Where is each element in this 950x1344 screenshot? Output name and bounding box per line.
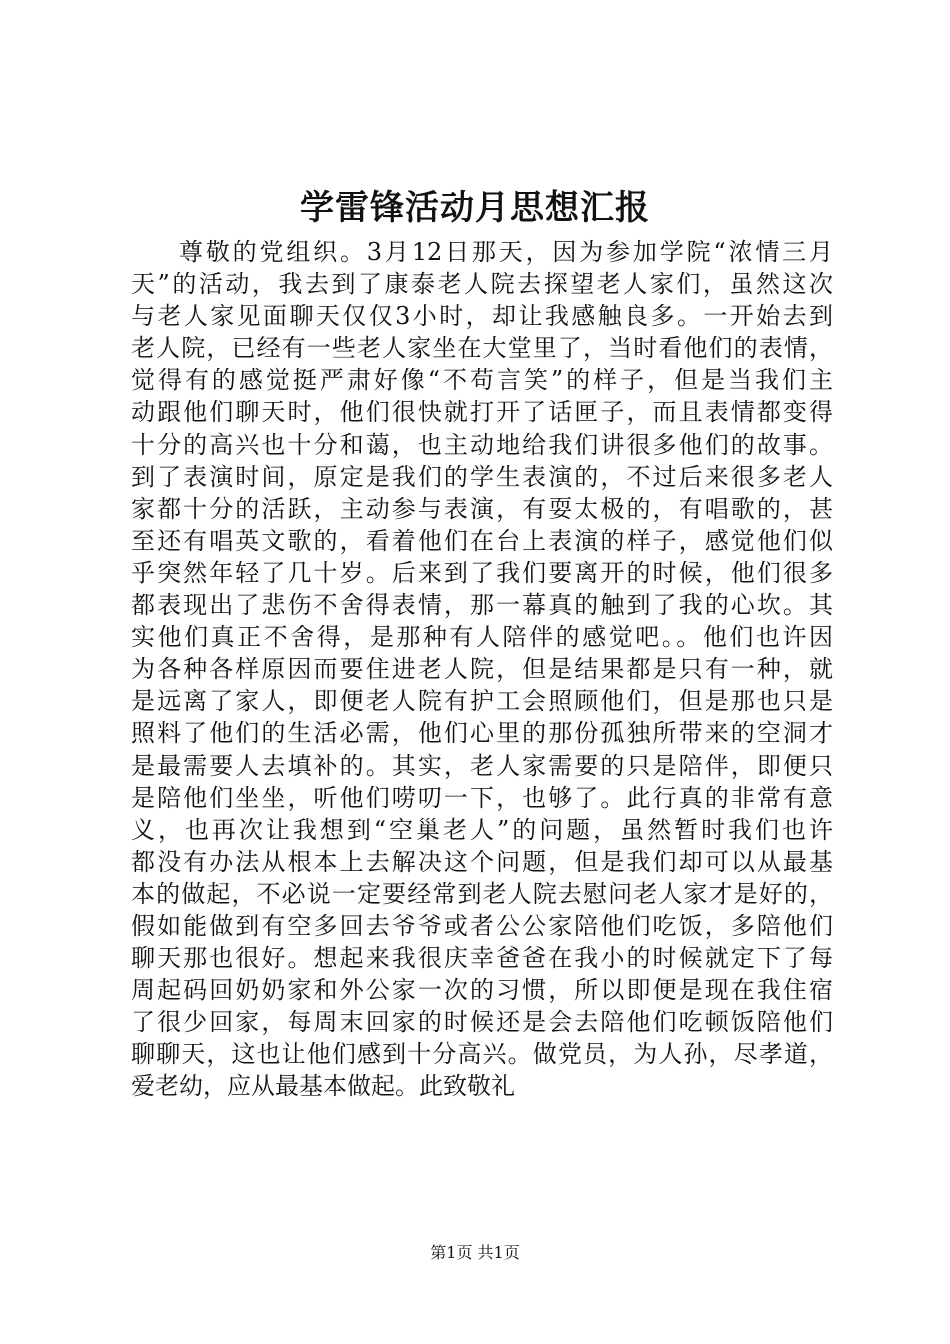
body-line: 与老人家见面聊天仅仅3小时，却让我感触良多。一开始去到 bbox=[131, 302, 833, 331]
body-line: 聊聊天，这也让他们感到十分高兴。做党员，为人孙，尽孝道， bbox=[131, 1040, 833, 1069]
body-line: 假如能做到有空多回去爷爷或者公公家陪他们吃饭，多陪他们 bbox=[131, 911, 833, 940]
document-title: 学雷锋活动月思想汇报 bbox=[300, 188, 650, 228]
body-line: 是最需要人去填补的。其实，老人家需要的只是陪伴，即便只 bbox=[131, 751, 833, 780]
body-line: 尊敬的党组织。3月12日那天，因为参加学院“浓情三月 bbox=[179, 238, 833, 266]
body-line: 乎突然年轻了几十岁。后来到了我们要离开的时候，他们很多 bbox=[131, 558, 833, 587]
document-body bbox=[131, 236, 833, 1103]
body-line: 是远离了家人，即便老人院有护工会照顾他们，但是那也只是 bbox=[131, 687, 833, 716]
body-line: 都表现出了悲伤不舍得表情，那一幕真的触到了我的心坎。其 bbox=[131, 591, 833, 620]
body-line: 家都十分的活跃，主动参与表演，有耍太极的，有唱歌的，甚 bbox=[131, 494, 833, 523]
body-line: 老人院，已经有一些老人家坐在大堂里了，当时看他们的表情， bbox=[131, 334, 833, 363]
page-footer: 第1页 共1页 bbox=[430, 1243, 520, 1262]
body-line: 动跟他们聊天时，他们很快就打开了话匣子，而且表情都变得 bbox=[131, 398, 833, 427]
body-line: 十分的高兴也十分和蔼，也主动地给我们讲很多他们的故事。 bbox=[131, 430, 833, 459]
body-line: 实他们真正不舍得，是那种有人陪伴的感觉吧。。他们也许因 bbox=[131, 623, 833, 652]
body-line: 天”的活动，我去到了康泰老人院去探望老人家们，虽然这次 bbox=[131, 270, 833, 299]
body-line: 都没有办法从根本上去解决这个问题，但是我们却可以从最基 bbox=[131, 847, 833, 876]
body-line: 至还有唱英文歌的，看着他们在台上表演的样子，感觉他们似 bbox=[131, 526, 833, 555]
body-line: 是陪他们坐坐，听他们唠叨一下，也够了。此行真的非常有意 bbox=[131, 783, 833, 812]
body-line: 本的做起，不必说一定要经常到老人院去慰问老人家才是好的， bbox=[131, 879, 833, 908]
body-line: 到了表演时间，原定是我们的学生表演的，不过后来很多老人 bbox=[131, 462, 833, 491]
body-line: 义，也再次让我想到“空巢老人”的问题，虽然暂时我们也许 bbox=[131, 815, 833, 844]
body-line: 爱老幼，应从最基本做起。此致敬礼 bbox=[131, 1072, 515, 1101]
body-line: 照料了他们的生活必需，他们心里的那份孤独所带来的空洞才 bbox=[131, 719, 833, 748]
body-line: 为各种各样原因而要住进老人院，但是结果都是只有一种，就 bbox=[131, 655, 833, 684]
body-line: 了很少回家，每周末回家的时候还是会去陪他们吃顿饭陪他们 bbox=[131, 1008, 833, 1037]
body-line: 聊天那也很好。想起来我很庆幸爸爸在我小的时候就定下了每 bbox=[131, 944, 833, 973]
body-line: 觉得有的感觉挺严肃好像“不苟言笑”的样子，但是当我们主 bbox=[131, 366, 833, 395]
body-line: 周起码回奶奶家和外公家一次的习惯，所以即便是现在我住宿 bbox=[131, 976, 833, 1005]
